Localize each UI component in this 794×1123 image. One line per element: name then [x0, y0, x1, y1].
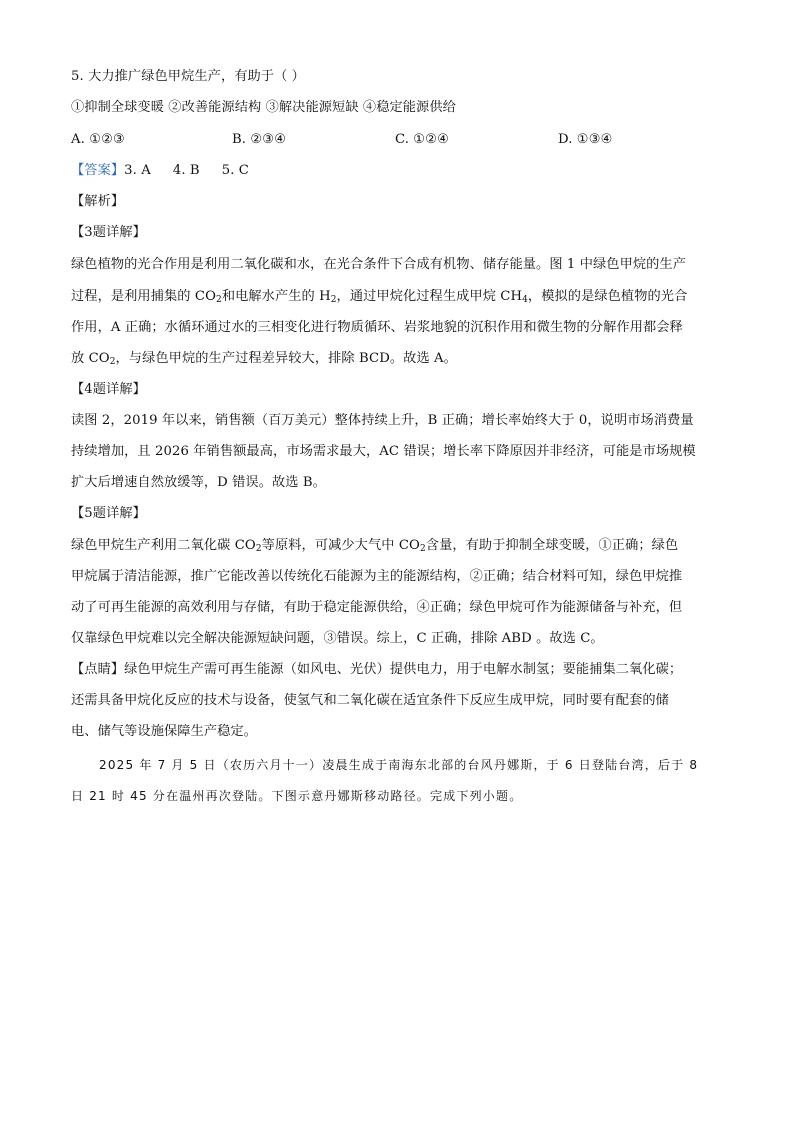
q4-line-1: 读图 2，2019 年以来，销售额（百万美元）整体持续上升，B 正确；增长率始终大于 0，说明市场消费量: [71, 413, 694, 428]
option-b: B. ②③④: [232, 132, 287, 147]
typhoon-intro-line-2: 日 21 时 45 分在温州再次登陆。下图示意丹娜斯移动路径。完成下列小题。: [71, 789, 523, 803]
question-5-stem: 5. 大力推广绿色甲烷生产，有助于（ ）: [71, 69, 305, 84]
q5-line-3: 动了可再生能源的高效利用与存储，有助于稳定能源供给，④正确；绿色甲烷可作为能源储备与补充，但: [71, 600, 683, 615]
q3-line-1: 绿色植物的光合作用是利用二氧化碳和水，在光合条件下合成有机物、储存能量。图 1 中绿色甲烷的生产: [71, 257, 687, 272]
q4-line-2: 持续增加，且 2026 年销售额最高，市场需求最大，AC 错误；增长率下降原因并非经济，可能是市场规模: [71, 444, 696, 459]
q4-line-3: 扩大后增速自然放缓等，D 错误。故选 B。: [71, 475, 326, 490]
q3-line-2: 过程，是利用捕集的 $CO_2$和电解水产生的 $H_2$，通过甲烷化过程生成甲烷 $CH_4$，模拟的是绿色植物的光合: [71, 289, 688, 305]
answer-3: 3. A: [124, 163, 151, 178]
option-c: C. ①②④: [395, 132, 450, 147]
question-5-items: ①抑制全球变暖 ②改善能源结构 ③解决能源短缺 ④稳定能源供给: [71, 100, 456, 115]
answer-4: 4. B: [172, 163, 200, 178]
q5-line-2: 甲烷属于清洁能源，推广它能改善以传统化石能源为主的能源结构，②正确；结合材料可知，绿色甲烷推: [71, 569, 683, 584]
highlight-line-3: 电、储气等设施保障生产稳定。: [71, 724, 258, 739]
q5-line-4: 仅靠绿色甲烷难以完全解决能源短缺问题，③错误。综上，C 正确，排除 ABD 。故选 C。: [71, 631, 604, 646]
q4-heading: 【4题详解】: [71, 382, 146, 397]
highlight-line-1: 【点睛】绿色甲烷生产需可再生能源（如风电、光伏）提供电力，用于电解水制氢；要能捕集二氧化碳；: [71, 662, 683, 677]
answer-line: [71, 161, 723, 180]
q3-line-3: 作用，A 正确；水循环通过水的三相变化进行物质循环、岩浆地貌的沉积作用和微生物的分解作用都会释: [71, 320, 683, 335]
highlight-line-2: 还需具备甲烷化反应的技术与设备，使氢气和二氧化碳在适宜条件下反应生成甲烷，同时要有配套的储: [71, 693, 669, 708]
option-a: A. ①②③: [71, 132, 125, 147]
answer-tag: 【答案】: [71, 163, 125, 178]
option-d: D. ①③④: [558, 132, 613, 147]
q5-line-1: 绿色甲烷生产利用二氧化碳 $CO_2$等原料，可减少大气中 $CO_2$含量，有助于抑制全球变暖，①正确；绿色: [71, 538, 679, 554]
q3-line-4: 放 $CO_2$，与绿色甲烷的生产过程差异较大，排除 BCD。故选 A。: [71, 351, 457, 367]
answer-5: 5. C: [221, 163, 249, 178]
typhoon-intro-line-1: 2025 年 7 月 5 日（农历六月十一）凌晨生成于南海东北部的台风丹娜斯，于 6 日登陆台湾，后于 8: [99, 758, 699, 772]
q3-heading: 【3题详解】: [71, 225, 146, 240]
q5-heading: 【5题详解】: [71, 506, 146, 521]
analysis-heading: 【解析】: [71, 194, 125, 209]
